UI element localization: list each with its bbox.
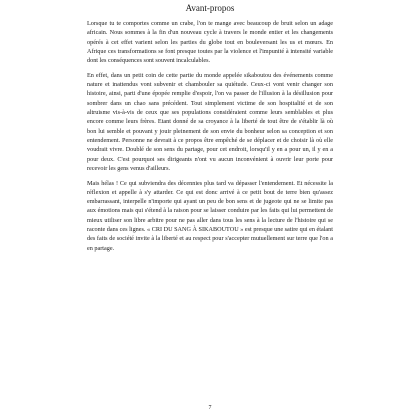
chapter-title: Avant-propos xyxy=(185,3,235,13)
body-text xyxy=(87,19,333,258)
paragraph-1: Lorsque tu te comportes comme un crabe, l'on te mange avec beaucoup de bruit selon un adage africain. Nous sommes à la fin d'un nouveau cycle à travers le monde entier et les changements opérés à cet effet varient selon les parties du globe tout en bouleversant les us et mœurs. En Afrique ces transformations se font presque toutes par la violence et l'impunité à intensité variable dont les conséquences sont souvent incalculables. xyxy=(87,20,333,65)
page-number: 7 xyxy=(208,405,212,411)
paragraph-3: Mais hélas ! Ce qui subviendra des décennies plus tard va dépasser l'entendement. Et nécessite la réflexion et appelle à s'y attarder. Ce qui est donc arrivé à ce petit bout de terre bien qu'assez embarrassant, interpelle n'importe qui ayant un peu de bon sens et de jugeote qui ne se limite pas aux émotions mais qui s'étend à la raison pour se laisser conduire par les faits qui lui permettent de mieux utiliser son libre arbitre pour ne pas aller dans tous les sens à la lecture de l'histoire qui se raconte dans ces lignes. « CRI DU SANG À SIKABOUTOU » est presque une satire qui en étalant des faits de société invite à la liberté et au respect pour s'accepter mutuellement sur terre que l'on a en partage. xyxy=(87,179,333,252)
paragraph-2: En effet, dans un petit coin de cette partie du monde appelée sikaboutou des événements comme nature et inattendus vont subvenir et chambouler sa quiétude. Ceux-ci vont venir changer son histoire, ainsi, parti d'une épopée remplie d'espoir, l'on va passer de l'illusion à la désillusion pour sombrer dans un chao sans précédent. Tout simplement victime de son hospitalité et de son altruisme vis-à-vis de ceux que ses populations considéraient comme leurs semblables et plus encore comme leurs frères. Etant donné de sa croyance à la liberté de tout être de s'établir là où bon lui semble et pouvant y jouir pleinement de son envie du bonheur selon sa conception et son entendement. Personne ne devrait à ce propos être empêché de se déplacer et de choisir là où elle voudrait vivre. Doublé de son sens du partage, pour cet endroit, lorsqu'il y en a pour un, il y en a pour deux. C'est pourquoi ses dirigeants n'ont vu aucun inconvénient à ouvrir leur porte pour recevoir les gens venus d'ailleurs. xyxy=(87,71,333,172)
